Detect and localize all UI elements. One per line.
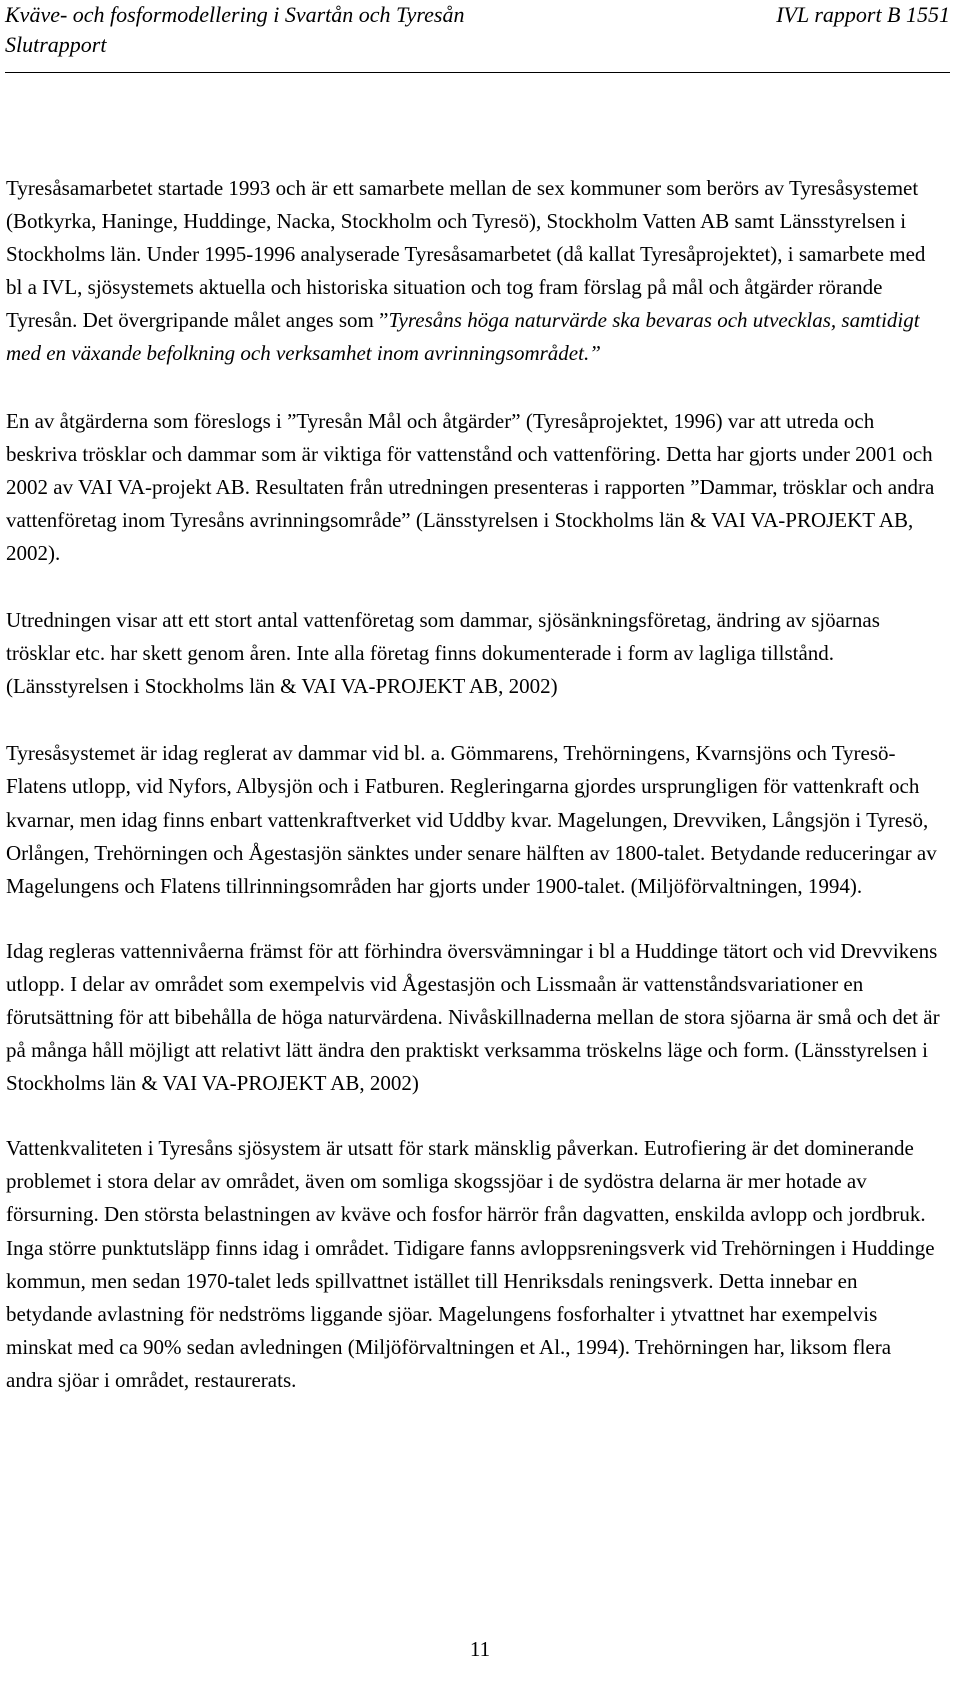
body-text [6,172,942,1431]
report-id: IVL rapport B 1551 [776,2,950,27]
paragraph-1 [6,172,942,371]
paragraph-2: En av åtgärderna som föreslogs i ”Tyresån Mål och åtgärder” (Tyresåprojektet, 1996) var att utreda och beskriva trösklar och dammar som är viktiga för vattenstånd och vattenföring. Detta har gjorts under 2001 och 2002 av VAI VA-projekt AB. Resultaten från utredningen presenteras i rapporten ”Dammar, trösklar och andra vattenföretag inom Tyresåns avrinningsområde” (Länsstyrelsen i Stockholms län & VAI VA-PROJEKT AB, 2002). [6,408,935,565]
goal-quote-close: ” [589,341,601,366]
page-number: 11 [469,1637,491,1661]
goal-quote: Tyresåns höga naturvärde ska bevaras och utvecklas, samtidigt med en växande befolkning och verksamhet inom avrinningsområdet. [6,308,920,366]
paragraph-3: Utredningen visar att ett stort antal vattenföretag som dammar, sjösänkningsföretag, ändring av sjöarnas trösklar etc. har skett genom åren. Inte alla företag finns dokumenterade i form av lagliga tillstånd. (Länsstyrelsen i Stockholms län & VAI VA-PROJEKT AB, 2002) [6,608,880,699]
paragraph-5: Idag regleras vattennivåerna främst för att förhindra översvämningar i bl a Huddinge tätort och vid Drevvikens utlopp. I delar av området som exempelvis vid Ågestasjön och Lissmaån är vattenståndsvariationer en förutsättning för att bibehålla de höga naturvärdena. Nivåskillnaderna mellan de stora sjöarna är små och det är på många håll möjligt att relativt lätt ändra den praktiskt verksamma tröskelns läge och form. (Länsstyrelsen i Stockholms län & VAI VA-PROJEKT AB, 2002) [6,938,940,1096]
paragraph-4: Tyresåsystemet är idag reglerat av dammar vid bl. a. Gömmarens, Trehörningens, Kvarnsjöns och Tyresö-Flatens utlopp, vid Nyfors, Albysjön och i Fatburen. Regleringarna gjordes ursprungligen för vattenkraft och kvarnar, men idag finns enbart vattenkraftverket vid Uddby kvar. Magelungen, Drevviken, Långsjön i Tyresö, Orlången, Trehörningen och Ågestasjön sänktes under senare hälften av 1800-talet. Betydande reduceringar av Magelungens och Flatens tillrinningsområden har gjorts under 1900-talet. (Miljöförvaltningen, 1994). [6,741,937,898]
header-divider [5,72,950,73]
page-header [5,0,950,60]
report-title: Kväve- och fosformodellering i Svartån och Tyresån [5,2,465,27]
paragraph-6: Vattenkvaliteten i Tyresåns sjösystem är utsatt för stark mänsklig påverkan. Eutrofiering är det dominerande problemet i stora delar av området, även om somliga skogssjöar i de sydöstra delarna är mer hotade av försurning. Den största belastningen av kväve och fosfor härrör från dagvatten, enskilda avlopp och jordbruk. Inga större punktutsläpp finns idag i området. Tidigare fanns avloppsreningsverk vid Trehörningen i Huddinge kommun, men sedan 1970-talet leds spillvattnet istället till Henriksdals reningsverk. Detta innebar en betydande avlastning för nedströms liggande sjöar. Magelungens fosforhalter i ytvattnet har exempelvis minskat med ca 90% sedan avledningen (Miljöförvaltningen et Al., 1994). Trehörningen har, liksom flera andra sjöar i området, restaurerats. [6,1136,935,1392]
paragraph-1-text: Tyresåsamarbetet startade 1993 och är ett samarbete mellan de sex kommuner som berörs av Tyresåsystemet (Botkyrka, Haninge, Huddinge, Nacka, Stockholm och Tyresö), Stockholm Vatten AB samt Länsstyrelsen i Stockholms län. Under 1995-1996 analyserade Tyresåsamarbetet (då kallat Tyresåprojektet), i samarbete med bl a IVL, sjösystemets aktuella och historiska situation och tog fram förslag på mål och åtgärder rörande Tyresån. Det övergripande målet anges som ” [6,176,926,333]
report-subtitle: Slutrapport [5,32,107,57]
